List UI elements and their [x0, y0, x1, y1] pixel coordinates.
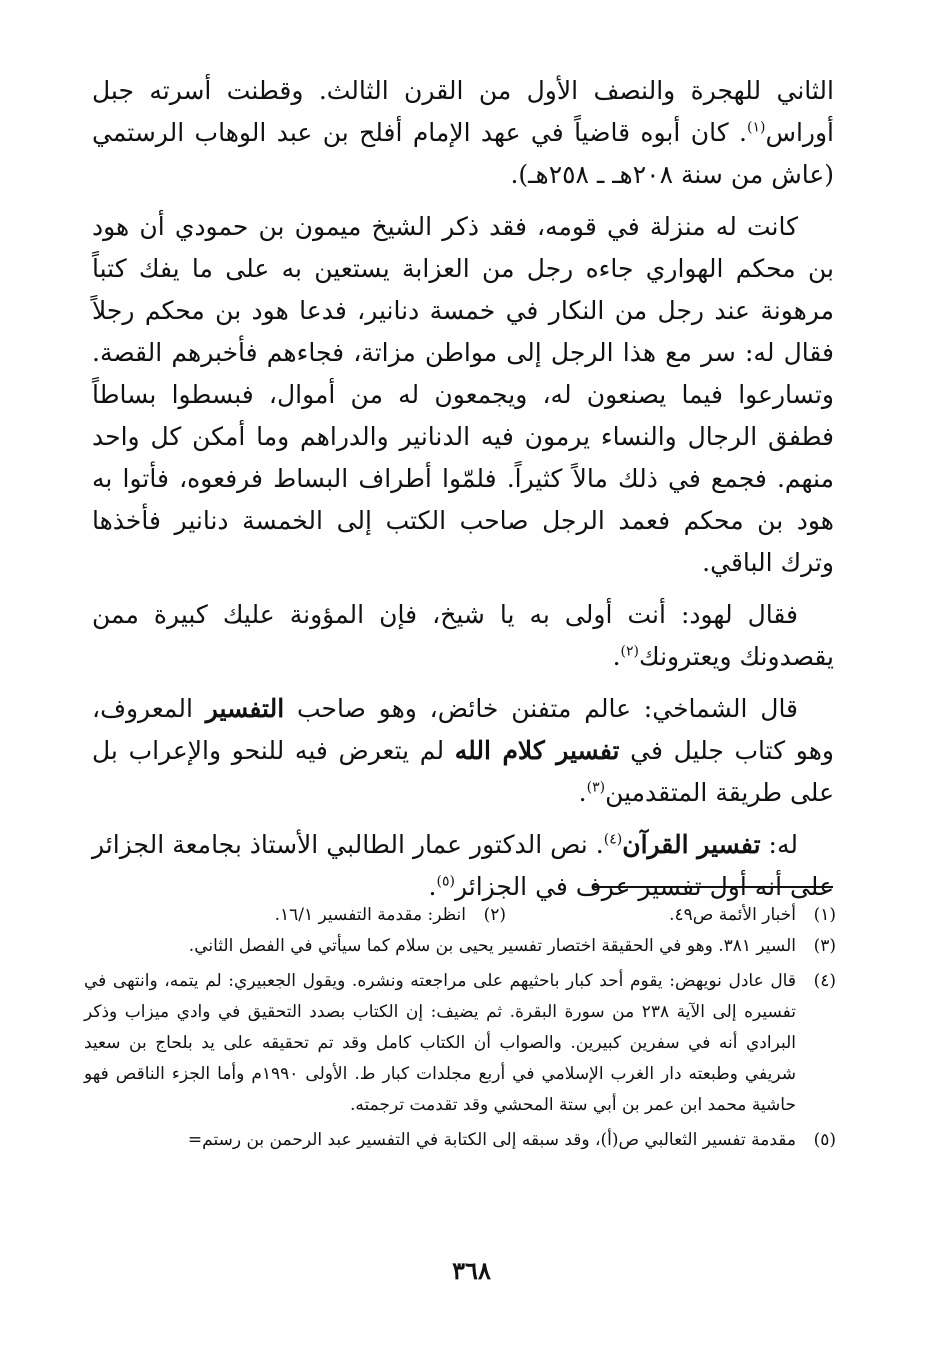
footnote-ref-3[interactable]: (٣) [586, 779, 606, 796]
footnote-ref-4[interactable]: (٤) [603, 831, 623, 848]
footnote-ref-2[interactable]: (٢) [620, 643, 640, 660]
footnote-ref-5[interactable]: (٥) [436, 873, 455, 890]
paragraph-3: فقال لهود: أنت أولى به يا شيخ، فإن المؤونة عليك كبيرة ممن يقصدونك ويعترونك$^{(٢)}$. [92, 600, 834, 671]
paragraph-2: كانت له منزلة في قومه، فقد ذكر الشيخ ميمون بن حمودي أن هود بن محكم الهواري جاءه رجل من العزابة يستعين به على ما يفك كتباً مرهونة عند رجل من النكار في خمسة دنانير، فدعا هود بن محكم رجلاً فقال له: سر مع هذا الرجل إلى مواطن مزاتة، فجاءهم فأخبرهم القصة. وتسارعوا فيما يصنعون له، ويجمعون له من أموال، فبسطوا بساطاً فطفق الرجال والنساء يرمون فيه الدنانير والدراهم وما أمكن كل واحد منهم. فجمع في ذلك مالاً كثيراً. فلمّوا أطراف البساط فرفعوه، فأتوا به هود بن محكم فعمد الرجل صاحب الكتب إلى الخمسة دنانير فأخذها وترك الباقي. [92, 212, 834, 577]
paragraph-4: قال الشماخي: عالم متفنن خائض، وهو صاحب التفسير المعروف، وهو كتاب جليل في تفسير كلام الله لم يتعرض فيه للنحو والإعراب بل على طريقة المتقدمين$^{(٣)}$. [92, 694, 834, 807]
footnote-3: (٣) السير ٣٨١. وهو في الحقيقة اختصار تفسير يحيى بن سلام كما سيأتي في الفصل الثاني. [188, 936, 836, 956]
paragraph-1: الثاني للهجرة والنصف الأول من القرن الثالث. وقطنت أسرته جبل أوراس$^{(١)}$. كان أبوه قاضياً في عهد الإمام أفلح بن عبد الوهاب الرستمي (عاش من سنة ٢٠٨هـ ـ ٢٥٨هـ). [92, 76, 834, 189]
footnote-4: (٤) قال عادل نويهض: يقوم أحد كبار باحثيهم على مراجعته ونشره. ويقول الجعبيري: لم يتمه، وانتهى في تفسيره إلى الآية ٢٣٨ من سورة البقرة. ثم يضيف: إن الكتاب بصدد التحقيق في وادي ميزاب وذكر البرادي أنه في سفرين كبيرين. والصواب أن الكتاب كامل وقد تم تحقيقه على يد بلحاج بن سعيد شريفي وطبعته دار الغرب الإسلامي في أربع مجلدات كبار ط. الأولى ١٩٩٠م وأما الجزء الناقص فهو حاشية محمد ابن عمر بن أبي ستة المحشي وقد تقدمت ترجمته. [84, 971, 836, 1115]
footnote-ref-1[interactable]: (١) [746, 119, 766, 136]
main-text [92, 70, 834, 918]
footnote-row-1-2 [84, 900, 836, 931]
footnote-5: (٥) مقدمة تفسير الثعالبي ص(أ)، وقد سبقه إلى الكتابة في التفسير عبد الرحمن بن رستم= [187, 1130, 836, 1150]
footnote-1: (١) أخبار الأئمة ص٤٩. [669, 905, 836, 925]
paragraph-5: له: تفسير القرآن$^{(٤)}$. نص الدكتور عمار الطالبي الأستاذ بجامعة الجزائر على أنه أول تفسير عرف في الجزائر$^{(٥)}$. [92, 830, 834, 901]
footnotes [84, 900, 836, 1160]
page-number: ٣٦٨ [452, 1256, 491, 1285]
footnote-2: (٢) انظر: مقدمة التفسير ١٦/١. [274, 905, 506, 925]
footnote-separator [593, 886, 833, 888]
